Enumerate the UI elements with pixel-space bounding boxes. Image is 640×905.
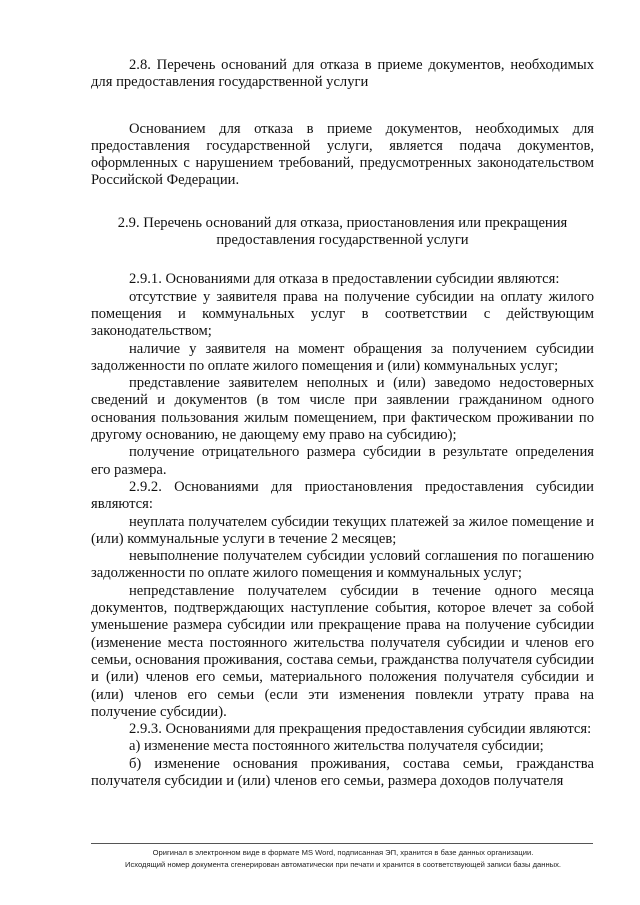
section-2-8-text: Основанием для отказа в приеме документов, необходимых для предоставления государственной услуги, является подача документов, оформленных с нарушением требований, предусмотренных законодательством Российской Федерации.: [91, 120, 594, 189]
section-2-9-3-intro: 2.9.3. Основаниями для прекращения предоставления субсидии являются:: [129, 721, 592, 738]
footer-divider: [91, 843, 593, 844]
section-2-8-heading: 2.8. Перечень оснований для отказа в приеме документов, необходимых для предоставления государственной услуги: [91, 57, 594, 91]
list-item: неуплата получателем субсидии текущих платежей за жилое помещение и (или) коммунальные услуги в течение 2 месяцев;: [91, 513, 594, 547]
document-body: [91, 57, 594, 790]
list-item: представление заявителем неполных и (или) заведомо недостоверных сведений и документов (в том числе при заявлении гражданином одного основания пользования жилым помещением, при фактическом проживании по другому основанию, не дающему ему право на субсидию);: [91, 375, 594, 444]
list-item: невыполнение получателем субсидии условий соглашения по погашению задолженности по оплате жилого помещения и коммунальных услуг;: [91, 548, 594, 582]
footer-line: Оригинал в электронном виде в формате MS Word, подписанная ЭП, хранится в базе данных организации.: [152, 848, 534, 857]
list-item: наличие у заявителя на момент обращения за получением субсидии задолженности по оплате жилого помещения и (или) коммунальных услуг;: [91, 340, 594, 374]
section-2-9-1-intro: 2.9.1. Основаниями для отказа в предоставлении субсидии являются:: [129, 271, 560, 288]
footer-line: Исходящий номер документа сгенерирован автоматически при печати и хранится в соответствующей записи базы данных.: [124, 860, 561, 869]
page-footer: [60, 847, 626, 871]
list-item: а) изменение места постоянного жительства получателя субсидии;: [129, 738, 544, 755]
list-item: непредставление получателем субсидии в течение одного месяца документов, подтверждающих наступление события, которое влечет за собой уменьшение размера субсидии или прекращение права на получение субсидии (изменение места постоянного жительства получателя субсидии и членов его семьи, основания проживания, состава семьи, гражданства получателя субсидии и (или) членов его семьи, материального положения получателя субсидии и (или) членов его семьи (если эти изменения повлекли утрату права на получение субсидии).: [91, 582, 594, 720]
list-item: отсутствие у заявителя права на получение субсидии на оплату жилого помещения и коммунальных услуг в соответствии с действующим законодательством;: [91, 288, 594, 340]
list-item: б) изменение основания проживания, состава семьи, гражданства получателя субсидии и (или) членов его семьи, размера доходов получателя: [91, 755, 594, 789]
section-2-9-2-intro: 2.9.2. Основаниями для приостановления предоставления субсидии являются:: [91, 478, 594, 513]
list-item: получение отрицательного размера субсидии в результате определения его размера.: [91, 444, 594, 478]
section-2-9-heading: 2.9. Перечень оснований для отказа, приостановления или прекращения предоставления государственной услуги: [117, 214, 568, 249]
